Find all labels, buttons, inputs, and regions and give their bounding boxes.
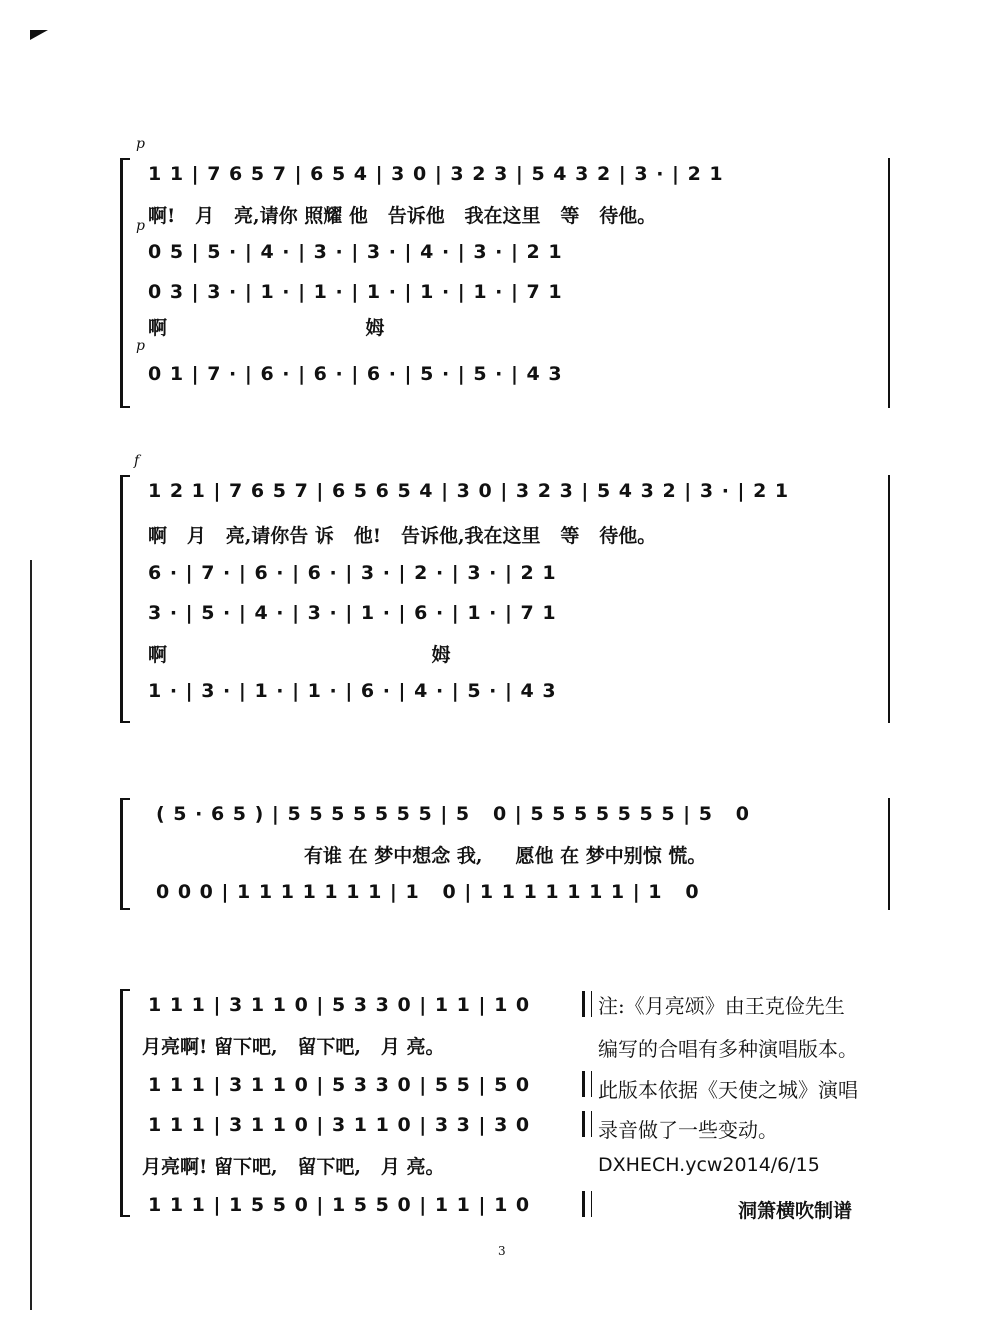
lower-voice-notes: 0 0 0 | 1 1 1 1 1 1 1 | 1 0 | 1 1 1 1 1 1 1 | 1 0 <box>156 881 700 903</box>
final-barline <box>582 1111 592 1137</box>
hum-lyrics-line <box>134 639 882 667</box>
tenor-notes: 3 · | 5 · | 4 · | 3 · | 1 · | 6 · | 1 · | 7 1 <box>148 602 557 624</box>
system-bracket <box>120 475 123 723</box>
final-barline <box>582 991 592 1017</box>
alto-line <box>134 238 882 266</box>
dynamic-mark: f <box>134 453 140 469</box>
system-bracket <box>120 798 123 910</box>
system-end-bar <box>888 798 890 910</box>
tenor-line <box>134 278 882 306</box>
lyrics-line <box>134 520 882 548</box>
system-2 <box>120 455 890 725</box>
upper-voice-notes: ( 5 · 6 5 ) | 5 5 5 5 5 5 5 | 5 0 | 5 5 5 5 5 5 5 | 5 0 <box>156 803 751 825</box>
lyrics-text: 月亮啊! 留下吧, 留下吧, 月 亮。 <box>142 1155 445 1178</box>
hum-lyrics-text: 啊 姆 <box>148 643 451 666</box>
lyrics-text: 啊! 月 亮,请你 照耀 他 告诉他 我在这里 等 待他。 <box>148 204 657 227</box>
lyrics-text: 啊 月 亮,请你告 诉 他! 告诉他,我在这里 等 待他。 <box>148 524 657 547</box>
system-bracket <box>120 158 123 408</box>
hum-lyrics-line <box>134 312 882 340</box>
tenor-line <box>134 1111 582 1139</box>
melody-notes: 1 1 | 7 6 5 7 | 6 5 4 | 3 0 | 3 2 3 | 5 4 3 2 | 3 · | 2 1 <box>148 163 724 185</box>
dynamic-mark: p <box>136 218 145 234</box>
note-line: 注:《月亮颂》由王克俭先生 <box>598 994 845 1018</box>
page-number: 3 <box>498 1244 506 1258</box>
alto-notes: 6 · | 7 · | 6 · | 6 · | 3 · | 2 · | 3 · | 2 1 <box>148 562 557 584</box>
soprano-notes: 1 1 1 | 3 1 1 0 | 5 3 3 0 | 1 1 | 1 0 <box>148 994 531 1016</box>
bass-line <box>134 1191 582 1219</box>
maker-line: 洞箫横吹制谱 <box>738 1200 853 1222</box>
alto-line <box>134 559 882 587</box>
bass-notes: 0 1 | 7 · | 6 · | 6 · | 6 · | 5 · | 5 · | 4 3 <box>148 363 563 385</box>
melody-notes: 1 2 1 | 7 6 5 7 | 6 5 6 5 4 | 3 0 | 3 2 3 | 5 4 3 2 | 3 · | 2 1 <box>148 480 790 502</box>
final-barline <box>582 1071 592 1097</box>
bass-notes: 1 1 1 | 1 5 5 0 | 1 5 5 0 | 1 1 | 1 0 <box>148 1194 531 1216</box>
system-3 <box>120 790 890 915</box>
dynamic-mark: p <box>136 338 145 354</box>
final-barline <box>582 1191 592 1217</box>
soprano-line <box>134 991 582 1019</box>
dynamic-mark: p <box>136 136 145 152</box>
lyrics-text: 月亮啊! 留下吧, 留下吧, 月 亮。 <box>142 1035 445 1058</box>
lyrics-line <box>134 200 882 228</box>
lyrics-line <box>134 1031 582 1059</box>
bass-notes: 1 · | 3 · | 1 · | 1 · | 6 · | 4 · | 5 · | 4 3 <box>148 680 557 702</box>
system-end-bar <box>888 475 890 723</box>
credit-line: DXHECH.ycw2014/6/15 <box>598 1154 820 1176</box>
tenor-notes: 0 3 | 3 · | 1 · | 1 · | 1 · | 1 · | 1 · | 7 1 <box>148 281 563 303</box>
system-4 <box>120 985 590 1225</box>
alto-notes: 1 1 1 | 3 1 1 0 | 5 3 3 0 | 5 5 | 5 0 <box>148 1074 531 1096</box>
tenor-notes: 1 1 1 | 3 1 1 0 | 3 1 1 0 | 3 3 | 3 0 <box>148 1114 531 1136</box>
system-1 <box>120 136 890 410</box>
bass-line <box>134 360 882 388</box>
note-line: 录音做了一些变动。 <box>598 1118 778 1142</box>
alto-line <box>134 1071 582 1099</box>
margin-line <box>30 560 32 1310</box>
tenor-line <box>134 599 882 627</box>
upper-voice-line <box>134 800 882 828</box>
system-bracket <box>120 989 123 1217</box>
lyrics-line <box>134 1151 582 1179</box>
bass-line <box>134 677 882 705</box>
lyrics-text: 有谁 在 梦中想念 我, 愿他 在 梦中别惊 慌。 <box>304 844 707 867</box>
alto-notes: 0 5 | 5 · | 4 · | 3 · | 3 · | 4 · | 3 · | 2 1 <box>148 241 563 263</box>
note-line: 编写的合唱有多种演唱版本。 <box>598 1037 858 1061</box>
note-line: 此版本依据《天使之城》演唱 <box>598 1078 858 1102</box>
system-end-bar <box>888 158 890 408</box>
corner-mark <box>30 30 48 40</box>
melody-line <box>134 477 882 505</box>
melody-line <box>134 160 882 188</box>
lyrics-line <box>134 840 882 868</box>
lower-voice-line <box>134 878 882 906</box>
hum-lyrics-text: 啊 姆 <box>148 316 385 339</box>
